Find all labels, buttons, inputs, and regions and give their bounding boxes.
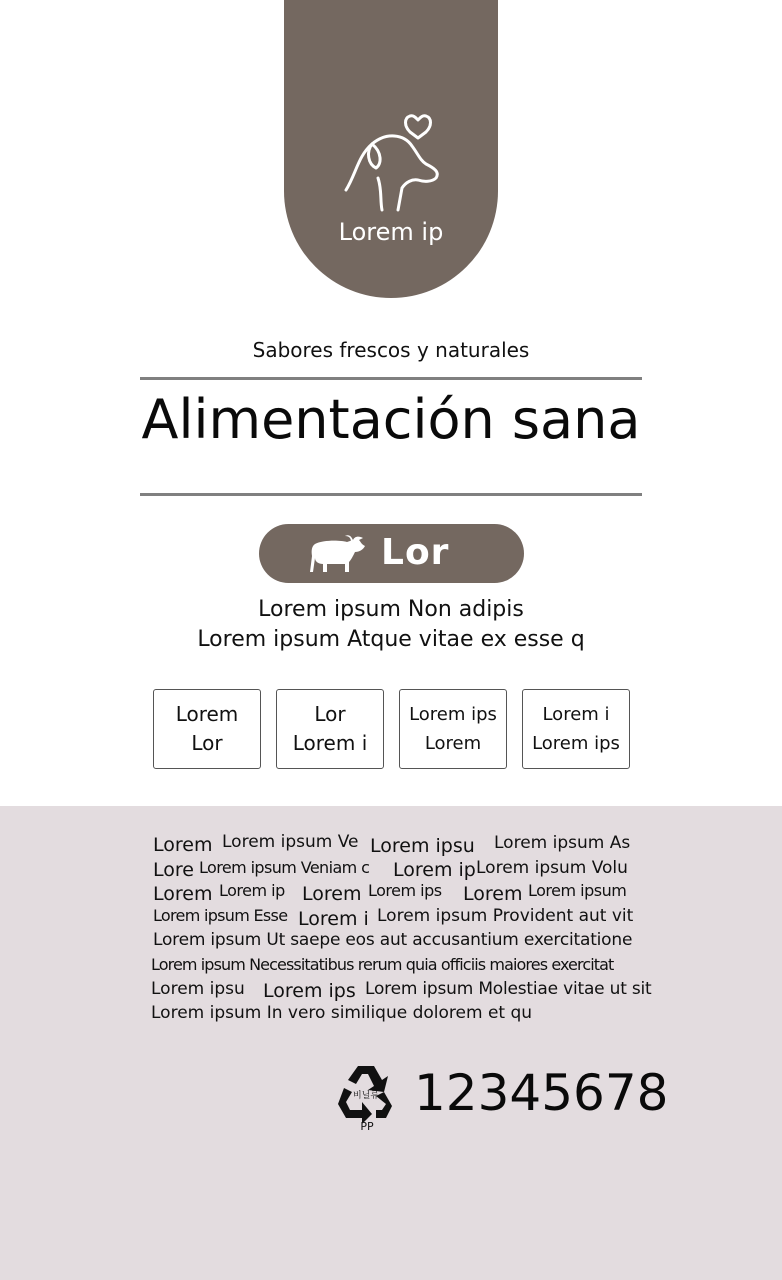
feature-box-line-2: Lorem ips bbox=[532, 733, 620, 754]
product-code: 12345678 bbox=[414, 1064, 669, 1122]
info-text: Lorem ipsum Veniam c bbox=[199, 858, 370, 877]
info-text: Lorem ipsum Ut saepe eos aut accusantium exercitatione bbox=[153, 930, 633, 950]
recycling-badge bbox=[338, 1062, 394, 1138]
bottom-divider bbox=[140, 493, 642, 496]
info-text: Lorem ipsum Necessitatibus rerum quia officiis maiores exercitat bbox=[151, 955, 614, 974]
feature-box bbox=[399, 689, 507, 769]
feature-box bbox=[153, 689, 261, 769]
info-text: Lorem i bbox=[298, 908, 369, 930]
info-text: Lorem ipsum Ve bbox=[222, 832, 359, 852]
info-text: Lorem ipsum Provident aut vit bbox=[377, 906, 634, 926]
feature-box-line-2: Lor bbox=[191, 731, 223, 755]
info-text: Lore bbox=[153, 859, 194, 881]
flavor-pill bbox=[259, 524, 524, 583]
description-line-2: Lorem ipsum Atque vitae ex esse q bbox=[197, 627, 585, 652]
feature-box-line-1: Lorem ips bbox=[409, 704, 497, 725]
info-text: Lorem ipsum As bbox=[494, 833, 631, 853]
info-text: Lorem ip bbox=[219, 881, 285, 900]
feature-box-line-1: Lorem i bbox=[542, 704, 610, 725]
info-text: Lorem ipsum Volu bbox=[476, 858, 628, 878]
info-text: Lorem ipsu bbox=[151, 979, 245, 999]
info-text: Lorem ipsum bbox=[528, 881, 627, 900]
tagline: Sabores frescos y naturales bbox=[252, 338, 530, 362]
info-text: Lorem bbox=[463, 883, 523, 905]
headline: Alimentación sana bbox=[141, 388, 641, 451]
feature-box-line-1: Lor bbox=[314, 702, 346, 726]
feature-box-line-2: Lorem bbox=[424, 733, 482, 754]
recycling-material: PP bbox=[360, 1120, 374, 1133]
info-text: Lorem ips bbox=[368, 881, 442, 900]
info-text: Lorem ipsum Molestiae vitae ut sit bbox=[365, 979, 652, 999]
badge-label: Lorem ip bbox=[338, 218, 444, 246]
feature-box-line-1: Lorem bbox=[175, 702, 239, 726]
info-panel bbox=[0, 806, 782, 1280]
info-text: Lorem bbox=[153, 834, 213, 856]
recycling-inner-label: 비닐류 bbox=[352, 1091, 380, 1101]
info-text: Lorem ipsu bbox=[370, 835, 475, 857]
highland-cow-icon bbox=[309, 534, 367, 574]
info-text: Lorem ipsum Esse bbox=[153, 906, 288, 925]
dog-with-heart-icon bbox=[342, 112, 442, 212]
info-text: Lorem ips bbox=[263, 980, 356, 1002]
feature-box bbox=[522, 689, 630, 769]
feature-box-line-2: Lorem i bbox=[292, 731, 368, 755]
flavor-label: Lor bbox=[381, 532, 450, 573]
brand-badge bbox=[284, 0, 498, 298]
info-text: Lorem ip bbox=[393, 859, 476, 881]
recycling-symbol-icon bbox=[338, 1062, 394, 1134]
top-divider bbox=[140, 377, 642, 380]
info-text: Lorem bbox=[153, 883, 213, 905]
description-line-1: Lorem ipsum Non adipis bbox=[258, 597, 524, 622]
feature-box bbox=[276, 689, 384, 769]
info-text: Lorem bbox=[302, 883, 362, 905]
info-text: Lorem ipsum In vero similique dolorem et qu bbox=[151, 1003, 533, 1023]
